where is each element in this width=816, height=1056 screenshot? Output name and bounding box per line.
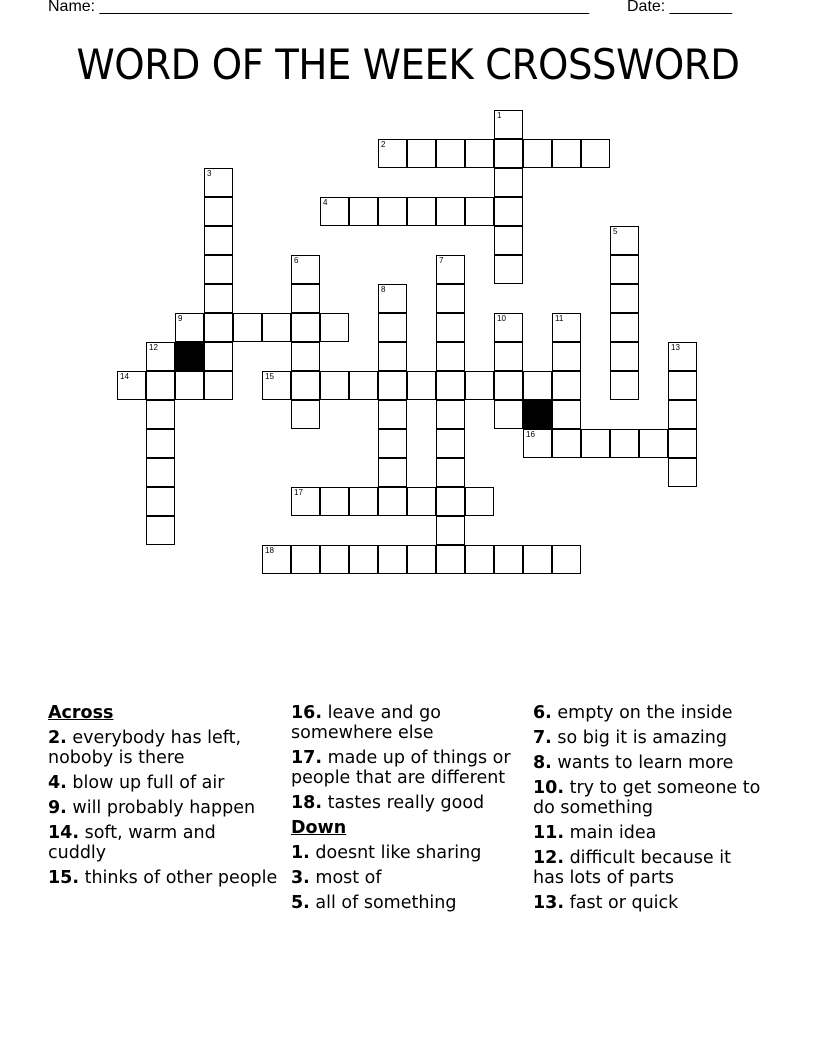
- grid-cell[interactable]: [436, 516, 465, 545]
- grid-cell[interactable]: [320, 197, 349, 226]
- grid-cell[interactable]: [291, 487, 320, 516]
- clue-num: 12.: [533, 848, 565, 868]
- clue-num: 9.: [48, 798, 67, 818]
- grid-cell[interactable]: [610, 371, 639, 400]
- clue-number: 18: [265, 546, 274, 555]
- grid-cell[interactable]: [291, 284, 320, 313]
- grid-cell[interactable]: [204, 197, 233, 226]
- grid-cell[interactable]: [494, 342, 523, 371]
- clue-num: 7.: [533, 728, 552, 748]
- grid-cell[interactable]: [436, 255, 465, 284]
- grid-cell[interactable]: [552, 429, 581, 458]
- grid-cell[interactable]: [436, 284, 465, 313]
- grid-cell[interactable]: [146, 371, 175, 400]
- clue-number: 3: [207, 169, 212, 178]
- clue-item: [533, 778, 763, 818]
- clue-number: 12: [149, 343, 158, 352]
- clue-text: fast or quick: [564, 893, 679, 913]
- grid-cell[interactable]: [378, 313, 407, 342]
- clue-num: 3.: [291, 868, 310, 888]
- grid-cell[interactable]: [378, 458, 407, 487]
- grid-cell[interactable]: [117, 371, 146, 400]
- clue-number: 11: [555, 314, 564, 323]
- clue-text: main idea: [564, 823, 657, 843]
- grid-cell[interactable]: [436, 197, 465, 226]
- grid-cell[interactable]: [494, 226, 523, 255]
- clue-number: 2: [381, 140, 386, 149]
- grid-cell[interactable]: [407, 545, 436, 574]
- grid-cell[interactable]: [349, 487, 378, 516]
- clue-item: [48, 868, 278, 888]
- grid-cell[interactable]: [378, 371, 407, 400]
- grid-cell[interactable]: [349, 371, 378, 400]
- grid-cell[interactable]: [668, 458, 697, 487]
- clue-text: blow up full of air: [66, 773, 225, 793]
- grid-cell[interactable]: [146, 400, 175, 429]
- grid-cell[interactable]: [175, 313, 204, 342]
- clue-num: 17.: [291, 748, 323, 768]
- clue-item: [291, 793, 521, 813]
- grid-cell[interactable]: [407, 197, 436, 226]
- grid-cell[interactable]: [465, 197, 494, 226]
- grid-cell[interactable]: [494, 371, 523, 400]
- clue-text: so big it is amazing: [551, 728, 727, 748]
- grid-cell[interactable]: [378, 342, 407, 371]
- grid-cell[interactable]: [291, 400, 320, 429]
- date-field-label: Date: _______: [627, 0, 732, 15]
- grid-cell[interactable]: [407, 139, 436, 168]
- grid-cell[interactable]: [146, 342, 175, 371]
- clue-text: made up of things or people that are different: [291, 748, 511, 788]
- clue-item: [48, 773, 278, 793]
- grid-cell[interactable]: [204, 168, 233, 197]
- grid-cell[interactable]: [146, 429, 175, 458]
- clue-item: [291, 868, 521, 888]
- grid-cell[interactable]: [523, 429, 552, 458]
- clue-item: [291, 703, 521, 743]
- clue-num: 11.: [533, 823, 565, 843]
- clue-num: 14.: [48, 823, 80, 843]
- grid-cell[interactable]: [204, 284, 233, 313]
- grid-cell[interactable]: [378, 429, 407, 458]
- black-square: [523, 400, 552, 429]
- grid-cell[interactable]: [378, 400, 407, 429]
- clue-column-1: [48, 703, 278, 893]
- grid-cell[interactable]: [668, 429, 697, 458]
- grid-cell[interactable]: [320, 371, 349, 400]
- clue-item: [48, 823, 278, 863]
- grid-cell[interactable]: [639, 429, 668, 458]
- grid-cell[interactable]: [465, 371, 494, 400]
- grid-cell[interactable]: [436, 139, 465, 168]
- grid-cell[interactable]: [349, 545, 378, 574]
- clue-num: 8.: [533, 753, 552, 773]
- grid-cell[interactable]: [552, 371, 581, 400]
- clue-num: 4.: [48, 773, 67, 793]
- clue-item: [291, 893, 521, 913]
- grid-cell[interactable]: [523, 139, 552, 168]
- grid-cell[interactable]: [291, 371, 320, 400]
- grid-cell[interactable]: [436, 342, 465, 371]
- clue-number: 13: [671, 343, 680, 352]
- clue-item: [291, 748, 521, 788]
- grid-cell[interactable]: [494, 197, 523, 226]
- name-field-label: Name: _______________________________________________________: [48, 0, 589, 15]
- clue-item: [533, 893, 763, 913]
- clue-text: difficult because it has lots of parts: [533, 848, 731, 888]
- clue-text: leave and go somewhere else: [291, 703, 441, 743]
- grid-cell[interactable]: [581, 429, 610, 458]
- clue-number: 14: [120, 372, 129, 381]
- grid-cell[interactable]: [552, 545, 581, 574]
- grid-cell[interactable]: [204, 371, 233, 400]
- clue-text: doesnt like sharing: [309, 843, 482, 863]
- clue-item: [48, 728, 278, 768]
- grid-cell[interactable]: [146, 458, 175, 487]
- grid-cell[interactable]: [436, 545, 465, 574]
- grid-cell[interactable]: [465, 139, 494, 168]
- grid-cell[interactable]: [146, 487, 175, 516]
- grid-cell[interactable]: [436, 429, 465, 458]
- grid-cell[interactable]: [146, 516, 175, 545]
- grid-cell[interactable]: [610, 284, 639, 313]
- clue-text: empty on the inside: [551, 703, 733, 723]
- grid-cell[interactable]: [523, 371, 552, 400]
- clue-text: all of something: [309, 893, 457, 913]
- across-heading: Across: [48, 703, 114, 723]
- grid-cell[interactable]: [494, 110, 523, 139]
- grid-cell[interactable]: [291, 545, 320, 574]
- grid-cell[interactable]: [668, 400, 697, 429]
- clue-item: [533, 703, 763, 723]
- grid-cell[interactable]: [610, 255, 639, 284]
- down-heading: Down: [291, 818, 347, 838]
- clue-item: [533, 848, 763, 888]
- grid-cell[interactable]: [436, 458, 465, 487]
- clue-item: [533, 823, 763, 843]
- grid-cell[interactable]: [610, 226, 639, 255]
- grid-cell[interactable]: [378, 284, 407, 313]
- clue-number: 7: [439, 256, 444, 265]
- grid-cell[interactable]: [610, 342, 639, 371]
- grid-cell[interactable]: [262, 371, 291, 400]
- clue-text: try to get someone to do something: [533, 778, 761, 818]
- grid-cell[interactable]: [552, 313, 581, 342]
- grid-cell[interactable]: [494, 139, 523, 168]
- grid-cell[interactable]: [523, 545, 552, 574]
- grid-cell[interactable]: [320, 487, 349, 516]
- grid-cell[interactable]: [465, 545, 494, 574]
- clue-num: 6.: [533, 703, 552, 723]
- clue-number: 1: [497, 111, 502, 120]
- clue-number: 8: [381, 285, 386, 294]
- clue-num: 15.: [48, 868, 80, 888]
- grid-cell[interactable]: [436, 400, 465, 429]
- grid-cell[interactable]: [204, 255, 233, 284]
- clue-num: 13.: [533, 893, 565, 913]
- grid-cell[interactable]: [262, 313, 291, 342]
- grid-cell[interactable]: [204, 226, 233, 255]
- grid-cell[interactable]: [494, 255, 523, 284]
- grid-cell[interactable]: [552, 342, 581, 371]
- clue-num: 18.: [291, 793, 323, 813]
- grid-cell[interactable]: [610, 429, 639, 458]
- grid-cell[interactable]: [320, 313, 349, 342]
- clue-num: 16.: [291, 703, 323, 723]
- clue-text: everybody has left, noboby is there: [48, 728, 242, 768]
- grid-cell[interactable]: [349, 197, 378, 226]
- clue-text: most of: [309, 868, 382, 888]
- clue-number: 10: [497, 314, 506, 323]
- grid-cell[interactable]: [407, 487, 436, 516]
- grid-cell[interactable]: [291, 313, 320, 342]
- grid-cell[interactable]: [378, 197, 407, 226]
- grid-cell[interactable]: [291, 255, 320, 284]
- clue-column-2: [291, 703, 521, 918]
- clue-number: 5: [613, 227, 618, 236]
- clue-column-3: [533, 703, 763, 918]
- grid-cell[interactable]: [552, 400, 581, 429]
- grid-cell[interactable]: [465, 487, 494, 516]
- clue-text: soft, warm and cuddly: [48, 823, 216, 863]
- black-square: [175, 342, 204, 371]
- grid-cell[interactable]: [581, 139, 610, 168]
- clue-text: tastes really good: [322, 793, 485, 813]
- grid-cell[interactable]: [610, 313, 639, 342]
- clue-item: [533, 753, 763, 773]
- clue-num: 1.: [291, 843, 310, 863]
- grid-cell[interactable]: [262, 545, 291, 574]
- clue-number: 16: [526, 430, 535, 439]
- page-title: WORD OF THE WEEK CROSSWORD: [76, 40, 740, 89]
- clue-text: thinks of other people: [79, 868, 278, 888]
- grid-cell[interactable]: [436, 313, 465, 342]
- grid-cell[interactable]: [378, 545, 407, 574]
- clue-text: wants to learn more: [551, 753, 734, 773]
- clue-num: 5.: [291, 893, 310, 913]
- grid-cell[interactable]: [436, 371, 465, 400]
- grid-cell[interactable]: [494, 313, 523, 342]
- grid-cell[interactable]: [175, 371, 204, 400]
- grid-cell[interactable]: [407, 371, 436, 400]
- grid-cell[interactable]: [436, 487, 465, 516]
- clue-item: [533, 728, 763, 748]
- clue-number: 15: [265, 372, 274, 381]
- clue-text: will probably happen: [66, 798, 256, 818]
- clue-number: 17: [294, 488, 303, 497]
- clue-num: 10.: [533, 778, 565, 798]
- grid-cell[interactable]: [378, 487, 407, 516]
- grid-cell[interactable]: [204, 342, 233, 371]
- grid-cell[interactable]: [552, 139, 581, 168]
- grid-cell[interactable]: [494, 168, 523, 197]
- grid-cell[interactable]: [320, 545, 349, 574]
- grid-cell[interactable]: [233, 313, 262, 342]
- grid-cell[interactable]: [378, 139, 407, 168]
- grid-cell[interactable]: [494, 545, 523, 574]
- clue-number: 4: [323, 198, 328, 207]
- clue-item: [48, 798, 278, 818]
- clue-num: 2.: [48, 728, 67, 748]
- grid-cell[interactable]: [291, 342, 320, 371]
- grid-cell[interactable]: [668, 342, 697, 371]
- clue-number: 6: [294, 256, 299, 265]
- grid-cell[interactable]: [668, 371, 697, 400]
- clue-number: 9: [178, 314, 183, 323]
- grid-cell[interactable]: [204, 313, 233, 342]
- grid-cell[interactable]: [494, 400, 523, 429]
- clue-item: [291, 843, 521, 863]
